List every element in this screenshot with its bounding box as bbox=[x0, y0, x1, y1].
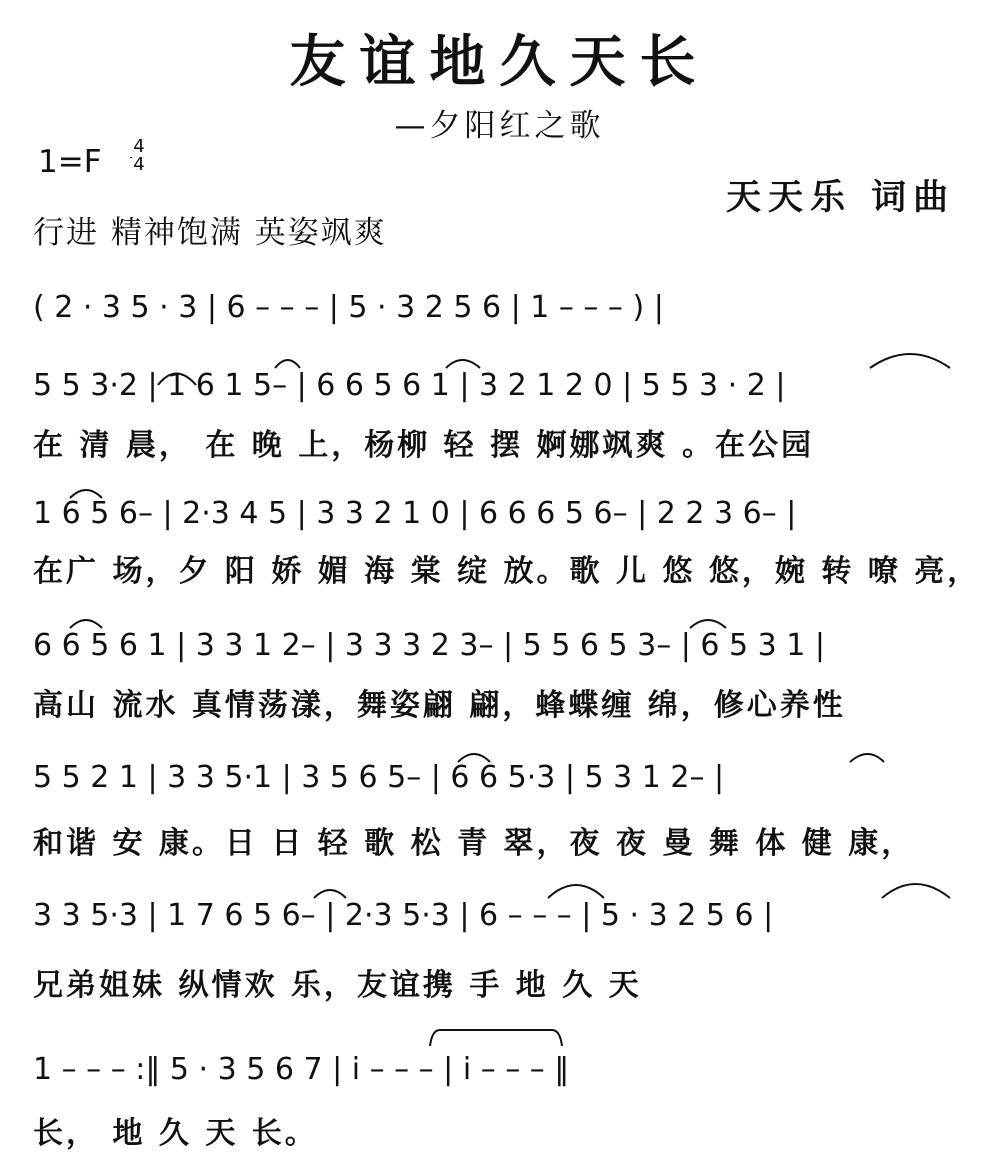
slur bbox=[882, 884, 950, 898]
slur bbox=[548, 885, 604, 898]
slur bbox=[314, 890, 346, 898]
notes: 3 3 5·3 | 1 7 6 5 6– | 2·3 5·3 | 6 – – – | 5 · 3 2 5 6 | bbox=[33, 898, 774, 933]
slur bbox=[70, 490, 102, 498]
author-credit: 天天乐 词曲 bbox=[726, 178, 956, 218]
notes: 6 6 5 6 1 | 3 3 1 2– | 3 3 3 2 3– | 5 5 6 5 3– | 6 5 3 1 | bbox=[33, 628, 826, 663]
lyric-row: 长， 地 久 天 长。 bbox=[33, 1116, 318, 1151]
slur bbox=[850, 754, 884, 762]
notes: ( 2 · 3 5 · 3 | 6 – – – | 5 · 3 2 5 6 | 1 – – – ) | bbox=[33, 290, 664, 325]
lyric-row: 和谐 安 康。日 日 轻 歌 松 青 翠，夜 夜 曼 舞 体 健 康， bbox=[33, 826, 915, 861]
slur bbox=[275, 360, 300, 368]
notes: 1 6 5 6– | 2·3 4 5 | 3 3 2 1 0 | 6 6 6 5 6– | 2 2 3 6– | bbox=[33, 496, 797, 531]
slur bbox=[430, 1030, 562, 1046]
key-signature: 1=F bbox=[38, 144, 102, 180]
slur bbox=[690, 620, 726, 628]
time-signature-top: 4 bbox=[133, 136, 145, 157]
lyric-row: 高山 流水 真情荡漾，舞姿翩 翩，蜂蝶缠 绵，修心养性 bbox=[33, 688, 846, 723]
notes: 1 – – – :‖ 5 · 3 5 6 7 | i – – – | i – – – ‖ bbox=[33, 1052, 570, 1087]
song-title: 友谊地久天长 bbox=[289, 30, 710, 95]
tempo-marking: 行进 精神饱满 英姿飒爽 bbox=[33, 215, 387, 251]
lyric-row: 在 清 晨， 在 晚 上，杨柳 轻 摆 婀娜飒爽 。在公园 bbox=[33, 428, 814, 463]
song-subtitle: —夕阳红之歌 bbox=[394, 108, 605, 144]
lyric-row: 兄弟姐妹 纵情欢 乐，友谊携 手 地 久 天 bbox=[33, 968, 642, 1003]
time-signature-bottom: 4 bbox=[133, 154, 145, 175]
slur bbox=[70, 620, 102, 628]
slur bbox=[458, 754, 490, 762]
notes: 5 5 3·2 | 1 6 1 5– | 6 6 5 6 1 | 3 2 1 2 0 | 5 5 3 · 2 | bbox=[33, 368, 786, 403]
lyric-row: 在广 场，夕 阳 娇 媚 海 棠 绽 放。歌 儿 悠 悠，婉 转 嘹 亮， bbox=[33, 554, 981, 589]
slur bbox=[446, 360, 480, 368]
slur bbox=[158, 374, 196, 386]
notes: 5 5 2 1 | 3 3 5·1 | 3 5 6 5– | 6 6 5·3 | 5 3 1 2– | bbox=[33, 760, 725, 795]
slur bbox=[870, 354, 950, 368]
